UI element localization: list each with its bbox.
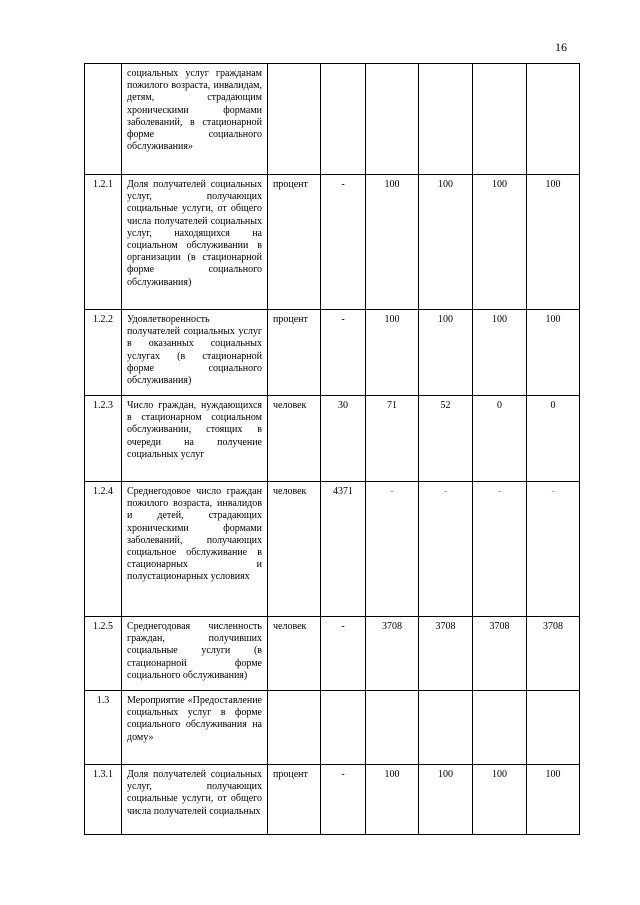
unit-cell: [268, 691, 321, 765]
year-4-value: 3708: [527, 617, 580, 691]
year-2-value: 100: [419, 310, 473, 396]
row-number: 1.2.3: [85, 396, 122, 482]
year-4-value: -: [527, 482, 580, 617]
year-2-value: 52: [419, 396, 473, 482]
year-1-value: -: [366, 482, 419, 617]
year-3-value: 100: [473, 175, 527, 310]
row-number: 1.2.4: [85, 482, 122, 617]
row-number: 1.3.1: [85, 765, 122, 835]
base-value: 4371: [321, 482, 366, 617]
table-row: [85, 765, 580, 835]
year-4-value: 100: [527, 765, 580, 835]
year-3-value: [473, 64, 527, 175]
base-value: [321, 691, 366, 765]
year-3-value: [473, 691, 527, 765]
unit-cell: процент: [268, 175, 321, 310]
unit-cell: человек: [268, 396, 321, 482]
year-3-value: 100: [473, 310, 527, 396]
indicator-description: Доля получателей социальных услуг, получающих социальные услуги, от общего числа получателей социальных: [122, 765, 268, 835]
year-3-value: 100: [473, 765, 527, 835]
unit-cell: человек: [268, 617, 321, 691]
year-2-value: 100: [419, 175, 473, 310]
year-3-value: 3708: [473, 617, 527, 691]
table-row: [85, 310, 580, 396]
year-1-value: 100: [366, 765, 419, 835]
indicator-description: Доля получателей социальных услуг, получающих социальные услуги, от общего числа получателей социальных услуг, находящихся на социальном обслуживании в организации (в стационарной форме социального обслуживания): [122, 175, 268, 310]
year-1-value: [366, 64, 419, 175]
indicator-description: Среднегодовое число граждан пожилого возраста, инвалидов и детей, страдающих хроническими формами заболеваний, получающих социальное обслуживание в стационарных и полустационарных условиях: [122, 482, 268, 617]
year-4-value: [527, 64, 580, 175]
row-number: 1.2.1: [85, 175, 122, 310]
year-4-value: [527, 691, 580, 765]
indicator-description: Мероприятие «Предоставление социальных услуг в форме социального обслуживания на дому»: [122, 691, 268, 765]
base-value: [321, 64, 366, 175]
base-value: -: [321, 175, 366, 310]
year-1-value: [366, 691, 419, 765]
unit-cell: человек: [268, 482, 321, 617]
year-1-value: 3708: [366, 617, 419, 691]
indicator-description: Число граждан, нуждающихся в стационарном социальном обслуживании, стоящих в очереди на получение социальных услуг: [122, 396, 268, 482]
unit-cell: [268, 64, 321, 175]
base-value: 30: [321, 396, 366, 482]
row-number: 1.2.5: [85, 617, 122, 691]
year-2-value: [419, 64, 473, 175]
year-4-value: 100: [527, 310, 580, 396]
unit-cell: процент: [268, 310, 321, 396]
table-row: [85, 64, 580, 175]
base-value: -: [321, 310, 366, 396]
indicator-description: социальных услуг гражданам пожилого возраста, инвалидам, детям, страдающим хроническими формами заболеваний, в стационарной форме социального обслуживания»: [122, 64, 268, 175]
year-1-value: 100: [366, 310, 419, 396]
indicator-description: Среднегодовая численность граждан, получивших социальные услуги (в стационарной форме социального обслуживания): [122, 617, 268, 691]
year-4-value: 0: [527, 396, 580, 482]
year-2-value: [419, 691, 473, 765]
base-value: -: [321, 617, 366, 691]
base-value: -: [321, 765, 366, 835]
year-3-value: 0: [473, 396, 527, 482]
row-number: 1.2.2: [85, 310, 122, 396]
page-number: 16: [555, 40, 567, 54]
year-2-value: 100: [419, 765, 473, 835]
table-row: [85, 396, 580, 482]
row-number: 1.3: [85, 691, 122, 765]
year-1-value: 100: [366, 175, 419, 310]
year-2-value: 3708: [419, 617, 473, 691]
unit-cell: процент: [268, 765, 321, 835]
year-2-value: -: [419, 482, 473, 617]
table-row: [85, 482, 580, 617]
row-number: [85, 64, 122, 175]
indicators-table: [84, 63, 580, 835]
table-row: [85, 691, 580, 765]
indicator-description: Удовлетворенность получателей социальных услуг в оказанных социальных услугах (в стационарной форме социального обслуживания): [122, 310, 268, 396]
year-4-value: 100: [527, 175, 580, 310]
table-row: [85, 617, 580, 691]
table-row: [85, 175, 580, 310]
year-1-value: 71: [366, 396, 419, 482]
year-3-value: -: [473, 482, 527, 617]
